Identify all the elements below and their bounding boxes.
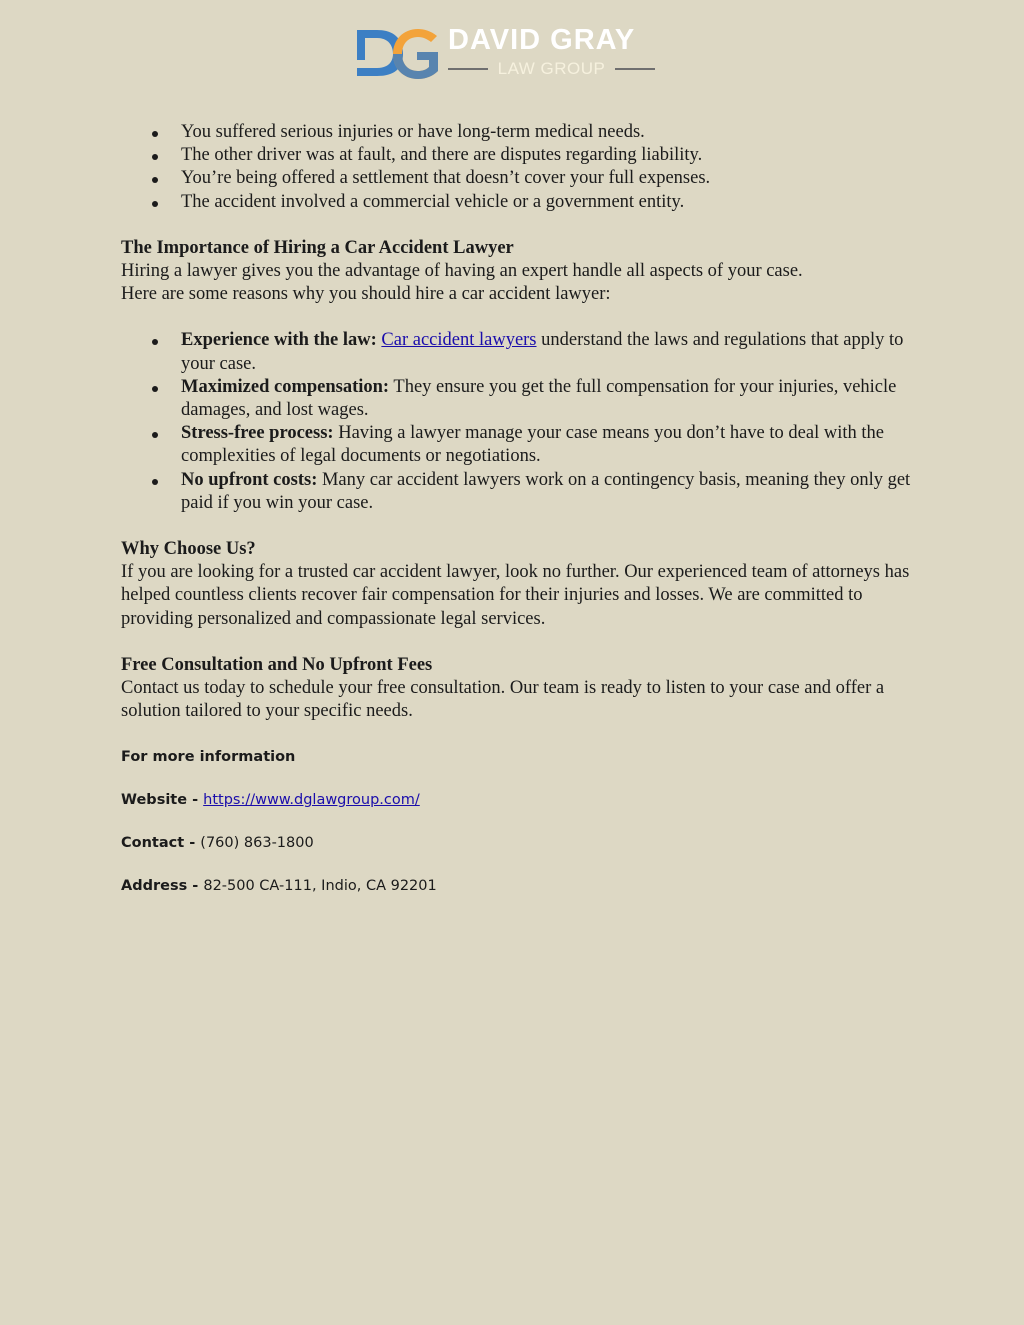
website-row	[121, 789, 437, 832]
bullet-icon	[152, 479, 158, 485]
contact-info	[121, 746, 437, 918]
address-value: 82-500 CA-111, Indio, CA 92201	[203, 878, 437, 894]
reason-text: Having a lawyer manage your case means you don’t have to deal with the complexities of legal documents or negotiations.	[181, 423, 884, 467]
bullet-icon	[152, 339, 158, 345]
intro-bullet-list	[121, 121, 911, 214]
logo-name: DAVID GRAY	[448, 24, 636, 56]
list-item	[121, 121, 911, 144]
address-row	[121, 875, 437, 918]
contact-row	[121, 832, 437, 875]
bullet-icon	[152, 432, 158, 438]
list-item	[121, 144, 911, 167]
reason-label: No upfront costs:	[181, 469, 318, 490]
consult-heading: Free Consultation and No Upfront Fees	[121, 654, 433, 675]
contact-phone: (760) 863-1800	[200, 835, 314, 851]
bullet-icon	[152, 177, 158, 183]
logo-subtitle-text: LAW GROUP	[497, 59, 606, 78]
reason-label: Experience with the law:	[181, 330, 377, 351]
contact-label: Contact -	[121, 835, 201, 851]
why-heading: Why Choose Us?	[121, 539, 256, 560]
logo	[355, 24, 660, 82]
logo-rule-right	[615, 68, 655, 70]
bullet-icon	[152, 131, 158, 137]
reason-text: Many car accident lawyers work on a contingency basis, meaning they only get paid if you win your case.	[181, 469, 911, 513]
importance-paragraph	[121, 260, 911, 306]
list-item	[121, 469, 911, 515]
logo-rule-left	[448, 68, 488, 70]
list-item	[121, 167, 911, 190]
list-item	[121, 376, 911, 422]
info-title: For more information	[121, 749, 296, 765]
importance-paragraph-line1: Hiring a lawyer gives you the advantage of having an expert handle all aspects of your case.	[121, 261, 803, 282]
logo-subtitle	[448, 59, 655, 79]
dg-monogram-icon	[355, 24, 441, 82]
consult-paragraph: Contact us today to schedule your free consultation. Our team is ready to listen to your case and offer a solution tailored to your specific needs.	[121, 678, 885, 722]
car-accident-lawyers-link[interactable]: Car accident lawyers	[381, 330, 537, 351]
list-item	[121, 329, 911, 375]
bullet-icon	[152, 201, 158, 207]
importance-paragraph-line2: Here are some reasons why you should hire a car accident lawyer:	[121, 284, 611, 305]
list-item-text: The other driver was at fault, and there are disputes regarding liability.	[181, 145, 703, 166]
reason-text: They ensure you get the full compensation for your injuries, vehicle damages, and lost wages.	[181, 376, 897, 421]
why-paragraph: If you are looking for a trusted car accident lawyer, look no further. Our experienced team of attorneys has helped countless clients recover fair compensation for their injuries and losses. We are committed to providing personalized and compassionate legal services.	[121, 562, 910, 629]
reason-label: Maximized compensation:	[181, 376, 390, 397]
list-item-text: You suffered serious injuries or have long-term medical needs.	[181, 122, 645, 142]
website-link[interactable]: https://www.dglawgroup.com/	[203, 792, 420, 808]
list-item-text: The accident involved a commercial vehicle or a government entity.	[181, 191, 685, 212]
info-title-row	[121, 746, 437, 789]
list-item	[121, 191, 911, 214]
bullet-icon	[152, 154, 158, 160]
list-item-text: You’re being offered a settlement that doesn’t cover your full expenses.	[181, 168, 711, 189]
document-body	[121, 121, 911, 723]
website-label: Website -	[121, 792, 204, 808]
list-item	[121, 422, 911, 468]
address-label: Address -	[121, 878, 204, 894]
reasons-bullet-list	[121, 329, 911, 515]
bullet-icon	[152, 386, 158, 392]
reason-label: Stress-free process:	[181, 423, 334, 444]
reason-text: understand the laws and regulations that apply to your case.	[181, 330, 904, 374]
importance-heading: The Importance of Hiring a Car Accident Lawyer	[121, 237, 514, 258]
